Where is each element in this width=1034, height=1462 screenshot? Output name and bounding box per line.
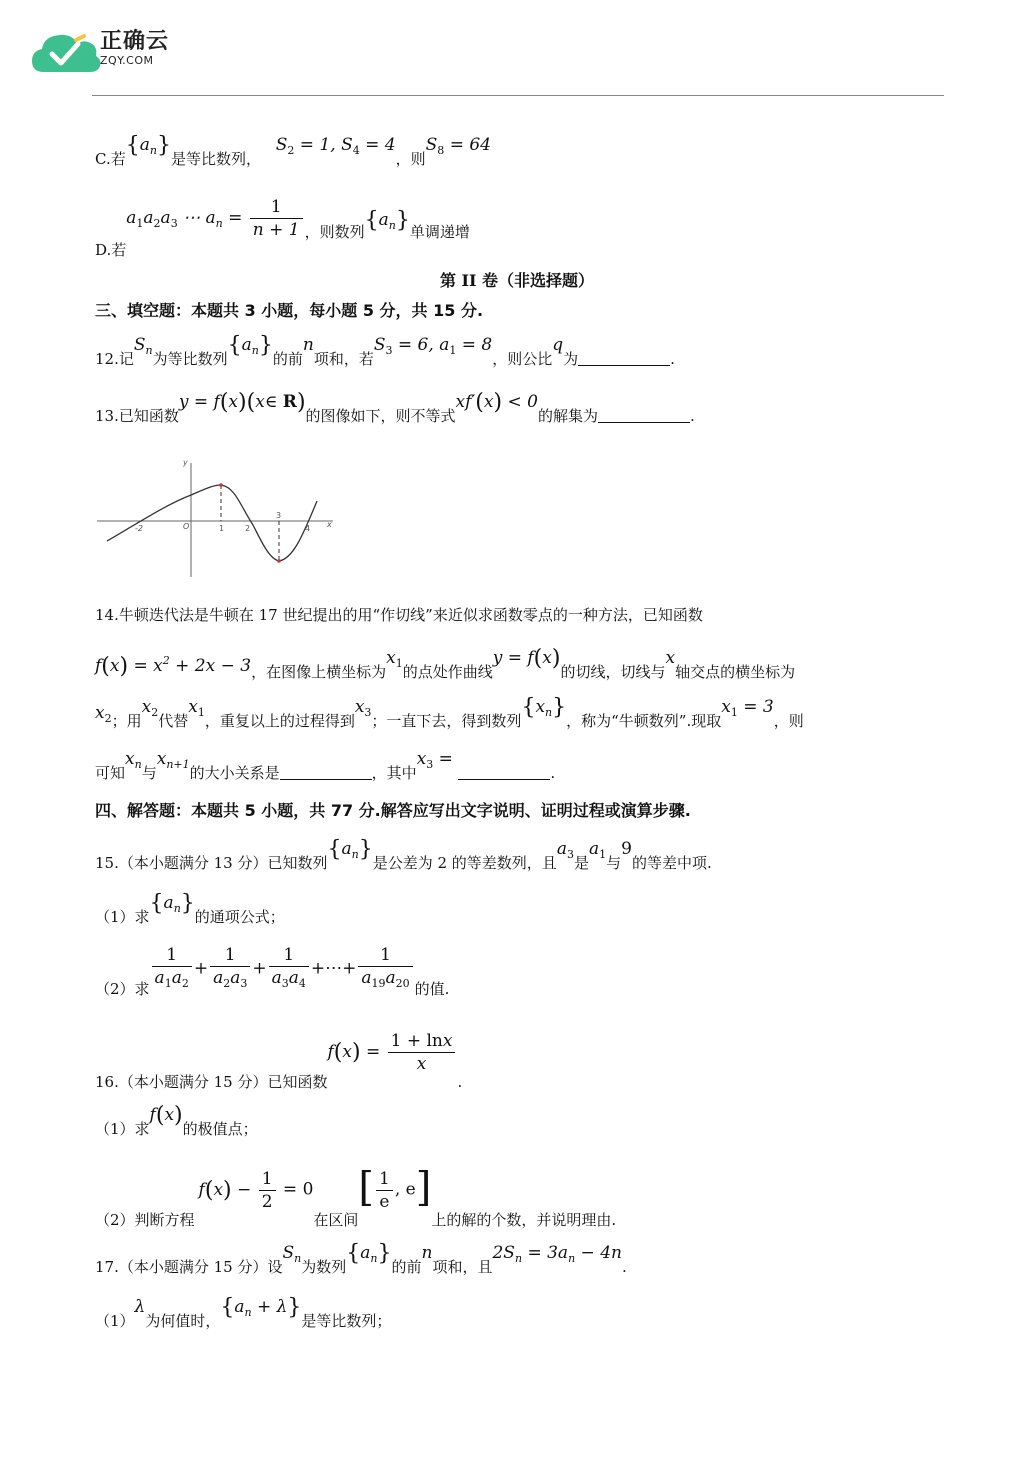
answer-blank[interactable] <box>598 406 690 423</box>
question-17: 17.（本小题满分 15 分）设$S_n$为数列$\{a_n\}$的前n项和，且$2S_n = 3a_n - 4n$. <box>95 1241 627 1276</box>
answer-blank[interactable] <box>578 349 670 366</box>
question-13: 13.已知函数y = f(x)(x∈ R)的图像如下，则不等式xf′(x) < 0的解集为 . <box>95 390 695 425</box>
option-d: D.若$a_1a_2a_3$ ⋯ $a_n$ = $\frac{1}{n + 1}$ ，则数列$\{a_n\}$单调递增 <box>95 197 470 259</box>
option-c: C.若$\{a_n\}$是等比数列， $S_2 = 1$, $S_4 = 4$，则$S_8 = 64$ <box>95 133 491 168</box>
question-15-part-2: （2）求 $\frac{1}{a_1a_2}$ + $\frac{1}{a_2a_3}$ + $\frac{1}{a_3a_4}$ +⋯+ $\frac{1}{a_{19}a_{20}}$ 的值. <box>95 945 450 998</box>
tick-label-2: 2 <box>245 524 251 533</box>
tick-label-neg2: -2 <box>135 524 143 533</box>
brand-name-cn: 正确云 <box>100 29 170 54</box>
x-axis-label: x <box>327 520 332 529</box>
question-14-line-3: $x_2$；用$x_2$代替$x_1$，重复以上的过程得到$x_3$；一直下去，得到数列$\{x_n\}$，称为“牛顿数列”.现取$x_1 = 3$，则 <box>95 695 804 730</box>
answer-blank[interactable] <box>458 763 550 780</box>
tick-label-1: 1 <box>219 524 225 533</box>
section-3-title: 三、填空题：本题共 3 小题，每小题 5 分，共 15 分. <box>95 301 484 320</box>
function-graph <box>95 455 340 580</box>
question-17-part-1: （1）λ为何值时，$\{a_n + \lambda\}$是等比数列； <box>95 1295 392 1330</box>
tick-label-4: 4 <box>305 524 311 533</box>
section-2-title: 第 II 卷（非选择题） <box>439 271 595 290</box>
origin-label: O <box>183 522 190 531</box>
question-16-part-2: （2）判断方程f(x) − $\frac{1}{2}$ = 0在区间[ $\frac{1}{e}$ , e]上的解的个数，并说明理由. <box>95 1164 617 1229</box>
brand-name-en: ZQY.COM <box>100 54 154 67</box>
question-15-part-1: （1）求$\{a_n\}$的通项公式； <box>95 891 285 926</box>
question-14-line-1: 14.牛顿迭代法是牛顿在 17 世纪提出的用“作切线”来近似求函数零点的一种方法，已知函数 <box>95 606 703 624</box>
question-14-line-4: 可知$x_n$与$x_{n+1}$的大小关系是 ，其中$x_3$ = . <box>95 749 556 782</box>
y-axis-label: y <box>183 458 188 467</box>
section-4-title: 四、解答题：本题共 5 小题，共 77 分.解答应写出文字说明、证明过程或演算步骤. <box>95 801 691 820</box>
question-12: 12.记$S_n$为等比数列$\{a_n\}$的前n项和，若$S_3 = 6$, $a_1 = 8$，则公比q为 . <box>95 333 675 368</box>
question-16-part-1: （1）求f(x)的极值点； <box>95 1103 258 1138</box>
question-16: 16.（本小题满分 15 分）已知函数f(x) = $\frac{1 + \ln x}{x}$ . <box>95 1031 463 1091</box>
question-14-line-2: $f(x) = x^2 + 2x - 3$，在图像上横坐标为$x_1$的点处作曲线y = f(x)的切线，切线与x轴交点的横坐标为 <box>95 646 796 681</box>
header-divider <box>92 95 944 96</box>
question-15: 15.（本小题满分 13 分）已知数列$\{a_n\}$是公差为 2 的等差数列，且$a_3$是$a_1$与9的等差中项. <box>95 837 712 872</box>
tick-label-3: 3 <box>276 511 282 520</box>
answer-blank[interactable] <box>280 763 372 780</box>
brand-text <box>100 30 169 68</box>
